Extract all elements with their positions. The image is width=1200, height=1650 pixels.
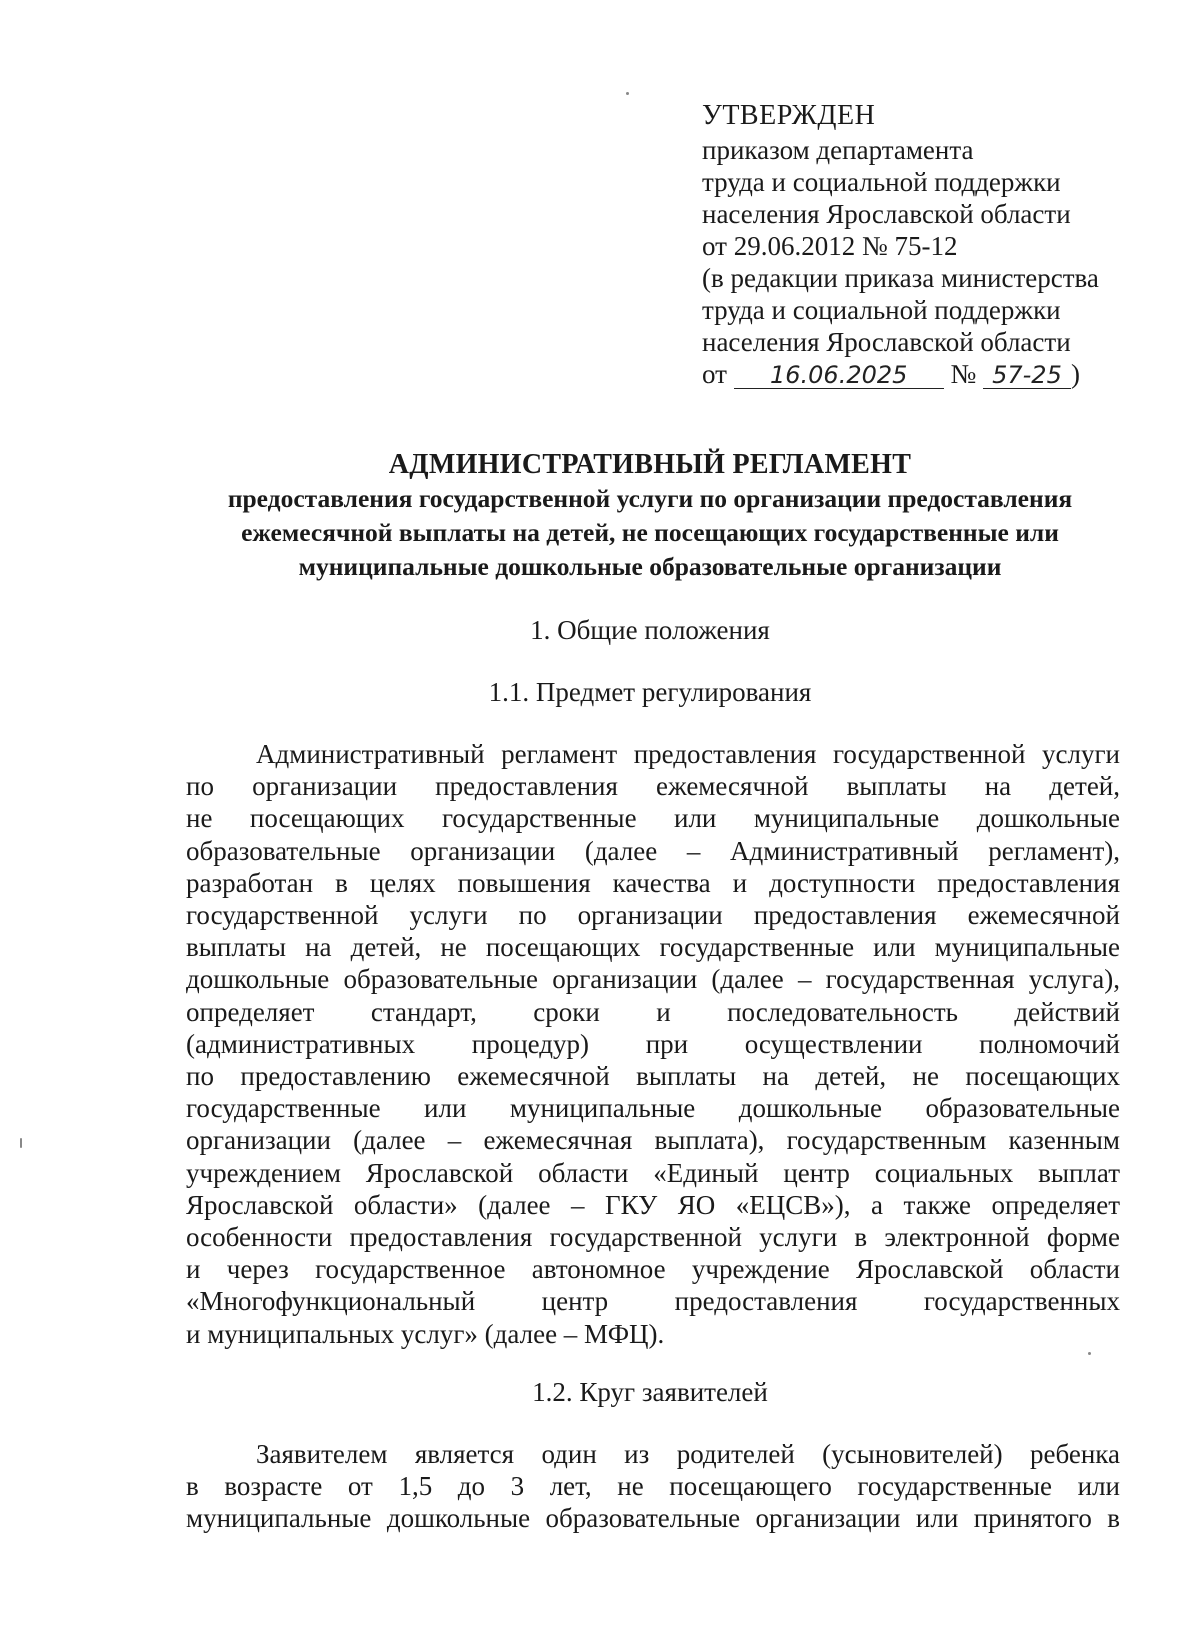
paragraph-line: особенности предоставления государственной услуги в электронной форме: [186, 1222, 1120, 1253]
document-title: АДМИНИСТРАТИВНЫЙ РЕГЛАМЕНТ: [388, 449, 912, 480]
approval-title: УТВЕРЖДЕН: [702, 100, 876, 131]
section-heading-applicants: 1.2. Круг заявителей: [532, 1377, 768, 1407]
scan-speck: [1088, 1352, 1091, 1355]
approval-signature-line: [702, 358, 1142, 390]
section-heading-subject: 1.1. Предмет регулирования: [488, 677, 812, 707]
paragraph-line: образовательные организации (далее – Административный регламент),: [186, 835, 1120, 866]
paragraph-line: государственной услуги по организации предоставления ежемесячной: [186, 900, 1120, 931]
subtitle-line: ежемесячной выплаты на детей, не посещающих государственные или: [241, 518, 1059, 547]
title-block: [150, 448, 1150, 584]
paragraph-line: Административный регламент предоставления государственной услуги: [256, 739, 1120, 769]
paragraph-applicants: [186, 1438, 1120, 1535]
paragraph-line: «Многофункциональный центр предоставления государственных: [186, 1286, 1120, 1317]
handwritten-date: 16.06.2025: [734, 362, 944, 389]
number-sign: №: [950, 359, 977, 389]
approval-line: населения Ярославской области: [702, 327, 1071, 357]
approval-line: труда и социальной поддержки: [702, 295, 1061, 325]
closing-paren: ): [1070, 359, 1080, 389]
paragraph-line: муниципальные дошкольные образовательные организации или принятого в: [186, 1503, 1120, 1534]
approval-line: труда и социальной поддержки: [702, 167, 1061, 197]
document-subtitle: [150, 482, 1150, 584]
subtitle-line: предоставления государственной услуги по организации предоставления: [227, 484, 1073, 513]
approval-line: (в редакции приказа министерства: [702, 263, 1099, 293]
paragraph-line: учреждением Ярославской области «Единый центр социальных выплат: [186, 1157, 1120, 1188]
paragraph-line: дошкольные образовательные организации (далее – государственная услуга),: [186, 964, 1120, 995]
approval-block: [702, 100, 1142, 390]
paragraph-line: государственные или муниципальные дошкольные образовательные: [186, 1093, 1120, 1124]
scan-speck: [20, 1138, 22, 1148]
paragraph-line: и муниципальных услуг» (далее – МФЦ).: [186, 1318, 665, 1349]
approval-line: от 29.06.2012 № 75-12: [702, 231, 958, 261]
paragraph-line: и через государственное автономное учреждение Ярославской области: [186, 1254, 1120, 1285]
paragraph-line: разработан в целях повышения качества и доступности предоставления: [186, 867, 1120, 898]
paragraph-line: в возрасте от 1,5 до 3 лет, не посещающего государственные или: [186, 1471, 1120, 1502]
paragraph-line: по предоставлению ежемесячной выплаты на детей, не посещающих: [186, 1061, 1120, 1092]
paragraph-line: организации (далее – ежемесячная выплата), государственным казенным: [186, 1125, 1120, 1156]
date-prefix: от: [702, 359, 727, 389]
paragraph-line: выплаты на детей, не посещающих государственные или муниципальные: [186, 932, 1120, 963]
handwritten-number: 57-25: [983, 362, 1071, 389]
section-heading-general: 1. Общие положения: [530, 615, 770, 645]
approval-line: приказом департамента: [702, 135, 974, 165]
paragraph-line: (административных процедур) при осуществлении полномочий: [186, 1028, 1120, 1059]
paragraph-line: определяет стандарт, сроки и последовательность действий: [186, 996, 1120, 1027]
paragraph-line: Заявителем является один из родителей (усыновителей) ребенка: [256, 1439, 1120, 1469]
subtitle-line: муниципальные дошкольные образовательные организации: [298, 552, 1002, 581]
approval-line: населения Ярославской области: [702, 199, 1071, 229]
paragraph-line: Ярославской области» (далее – ГКУ ЯО «ЕЦСВ»), а также определяет: [186, 1189, 1120, 1220]
scan-speck: [626, 92, 629, 95]
paragraph-line: по организации предоставления ежемесячной выплаты на детей,: [186, 771, 1120, 802]
paragraph-line: не посещающих государственные или муниципальные дошкольные: [186, 803, 1120, 834]
paragraph-subject: [186, 738, 1120, 1350]
